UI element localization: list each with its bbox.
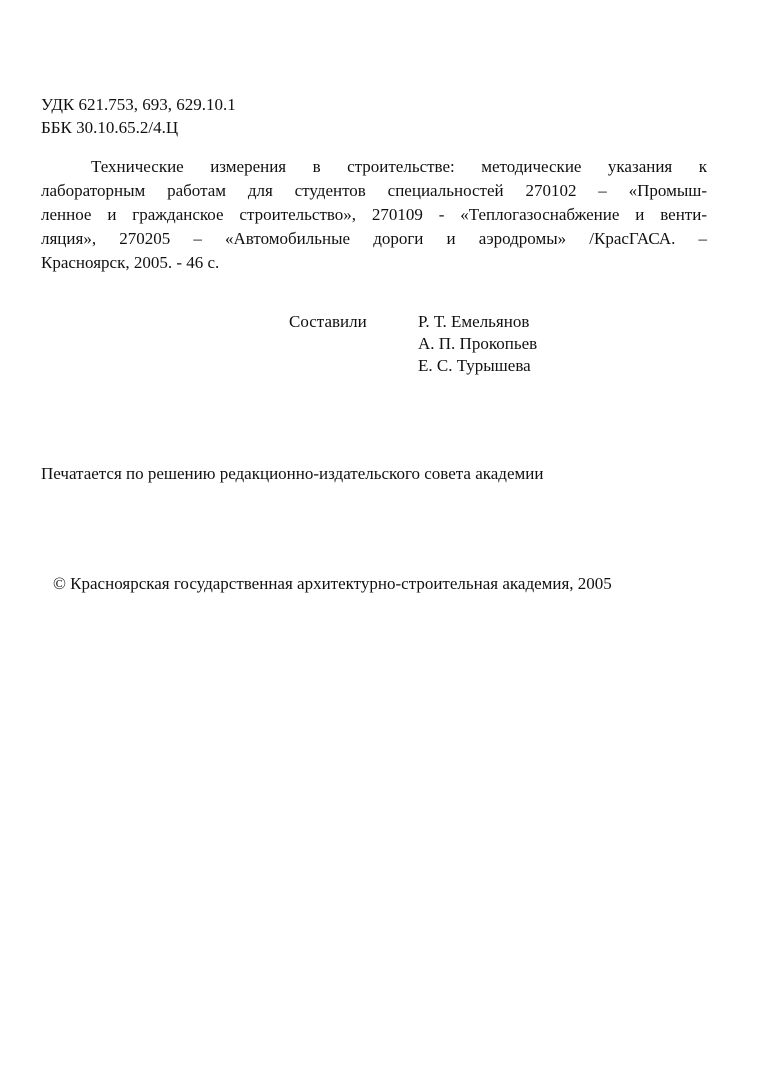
compiler-name: Е. С. Турышева xyxy=(418,356,531,375)
description-line: Красноярск, 2005. - 46 с. xyxy=(41,253,220,272)
copyright-notice: © Красноярская государственная архитектурно-строительная академия, 2005 xyxy=(53,574,612,593)
description-line: Технические измерения в строительстве: методические указания к xyxy=(91,157,707,176)
description-line: ляция», 270205 – «Автомобильные дороги и аэродромы» /КрасГАСА. – xyxy=(41,229,707,248)
compilers-label: Составили xyxy=(289,312,367,331)
description-line: лабораторным работам для студентов специальностей 270102 – «Промыш- xyxy=(41,181,707,200)
bbk-code: ББК 30.10.65.2/4.Ц xyxy=(41,118,179,137)
classification-codes xyxy=(41,93,236,139)
bibliographic-description xyxy=(41,155,707,275)
compilers-list xyxy=(418,311,537,377)
description-line: ленное и гражданское строительство», 270109 - «Теплогазоснабжение и венти- xyxy=(41,205,707,224)
udk-code: УДК 621.753, 693, 629.10.1 xyxy=(41,95,236,114)
compiler-name: Р. Т. Емельянов xyxy=(418,312,530,331)
compiler-name: А. П. Прокопьев xyxy=(418,334,538,353)
imprint-notice: Печатается по решению редакционно-издательского совета академии xyxy=(41,464,544,483)
